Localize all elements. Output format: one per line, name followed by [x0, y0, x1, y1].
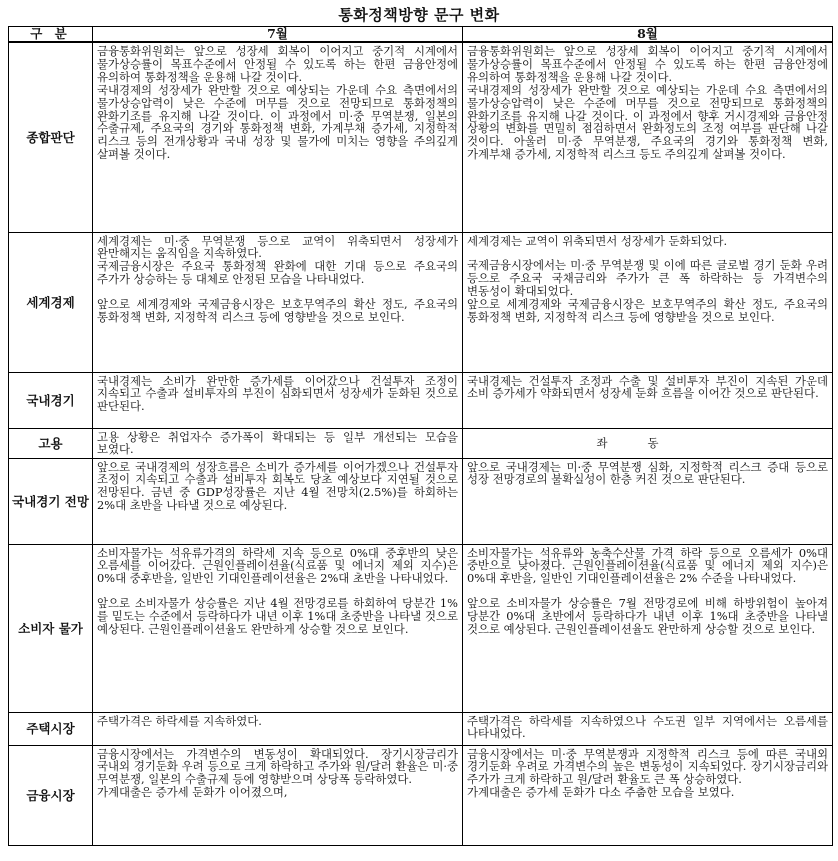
july-cell: [93, 42, 463, 232]
table-row-financial-markets: [9, 745, 833, 845]
table-row-outlook: [9, 458, 833, 544]
row-label: 소비자 물가: [9, 544, 93, 712]
august-cell: [463, 745, 833, 845]
paragraph: 세계경제는 교역이 위축되면서 성장세가 둔화되었다.: [467, 233, 728, 248]
paragraph: 주택가격은 하락세를 지속하였다.: [97, 713, 262, 728]
paragraph: 좌동: [596, 436, 699, 451]
july-cell: [93, 458, 463, 544]
paragraph: 가계대출은 증가세 둔화가 이어졌으며,: [97, 785, 288, 800]
paragraph: 국내경제의 성장세가 완만할 것으로 예상되는 가운데 수요 측면에서의 물가상승압력이 낮은 수준에 머무를 것으로 전망되므로 통화정책의 완화기조를 유지해 나갈 것이다. 이 과정에서 향후 거시경제와 금융안정 상황의 변화를 면밀히 점검하면서 완화정도의 조정 여부를 판단해 나갈 것이다. 아울러 미·중 무역분쟁, 주요국의 경기와 통화정책 변화, 가계부채 증가세, 지정학적 리스크 등도 주의깊게 살펴볼 것이다.: [467, 82, 828, 162]
paragraph: 앞으로 소비자물가 상승률은 7월 전망경로에 비해 하방위험이 높아져 당분간 0%대 초반에서 등락하다가 내년 이후 1%대 초중반을 나타낼 것으로 예상된다. 근원인플레이션율도 완만하게 상승할 것으로 보인다.: [467, 596, 828, 637]
header-august: 8월: [463, 27, 833, 43]
table-row-employment: [9, 428, 833, 458]
paragraph: 소비자물가는 석유류와 농축수산물 가격 하락 등으로 오름세가 0%대 중반으로 낮아졌다. 근원인플레이션율(식료품 및 에너지 제외 지수)은 0%대 후반을, 일반인 기대인플레이션율은 2% 수준을 나타내었다.: [467, 545, 828, 586]
paragraph: 소비자물가는 석유류가격의 하락세 지속 등으로 0%대 중후반의 낮은 오름세를 이어갔다. 근원인플레이션율(식료품 및 에너지 제외 지수)은 0%대 중후반을, 일반인 기대인플레이션율은 2%대 초반을 나타내었다.: [97, 545, 458, 586]
paragraph: 앞으로 세계경제와 국제금융시장은 보호무역주의 확산 정도, 주요국의 통화정책 변화, 지정학적 리스크 등에 영향받을 것으로 보인다.: [97, 297, 458, 325]
table-row-consumer-prices: [9, 544, 833, 712]
table-row-world-economy: [9, 232, 833, 372]
table-row-housing: [9, 712, 833, 745]
july-cell: [93, 745, 463, 845]
august-cell: [463, 712, 833, 745]
paragraph: 국제금융시장에서는 미·중 무역분쟁 및 이에 따른 글로벌 경기 둔화 우려 등으로 주요국 국채금리와 주가가 큰 폭 하락하는 등 가격변수의 변동성이 확대되었다.: [467, 258, 828, 299]
august-cell: [463, 544, 833, 712]
table-row-overall: [9, 42, 833, 232]
paragraph: 세계경제는 미·중 무역분쟁 등으로 교역이 위축되면서 성장세가 완만해지는 움직임을 지속하였다.: [97, 233, 458, 261]
row-label: 주택시장: [9, 712, 93, 745]
document-title: 통화정책방향 문구 변화: [338, 6, 500, 24]
august-cell: [463, 232, 833, 372]
paragraph: 앞으로 국내경제의 성장흐름은 소비가 증가세를 이어가겠으나 건설투자 조정이 지속되고 수출과 설비투자 회복도 당초 예상보다 지연될 것으로 전망된다. 금년 중 GDP성장률은 지난 4월 전망치(2.5%)를 하회하는 2%대 초반을 나타낼 것으로 예상된다.: [97, 459, 458, 513]
header-july: 7월: [93, 27, 463, 43]
paragraph: 가계대출은 증가세 둔화가 다소 주춤한 모습을 보였다.: [467, 785, 735, 800]
paragraph: 금융통화위원회는 앞으로 성장세 회복이 이어지고 중기적 시계에서 물가상승률이 목표수준에서 안정될 수 있도록 하는 한편 금융안정에 유의하여 통화정책을 운용해 나갈 것이다.: [467, 44, 828, 84]
paragraph: 금융시장에서는 미·중 무역분쟁과 지정학적 리스크 등에 따른 국내외 경기둔화 우려로 가격변수의 높은 변동성이 지속되었다. 장기시장금리와 주가가 크게 하락하고 원/달러 환율도 큰 폭 상승하였다.: [467, 746, 828, 787]
august-cell: [463, 458, 833, 544]
row-label: 고용: [9, 428, 93, 458]
paragraph: 금융시장에서는 가격변수의 변동성이 확대되었다. 장기시장금리가 국내외 경기둔화 우려 등으로 크게 하락하고 주가와 원/달러 환율은 미·중 무역분쟁, 일본의 수출규제 등에 영향받으며 상당폭 등락하였다.: [97, 746, 458, 787]
paragraph: 국제금융시장은 주요국 통화정책 완화에 대한 기대 등으로 주요국의 주가가 상승하는 등 대체로 안정된 모습을 나타내었다.: [97, 259, 458, 287]
table-row-domestic-economy: [9, 372, 833, 428]
paragraph: 앞으로 세계경제와 국제금융시장은 보호무역주의 확산 정도, 주요국의 통화정책 변화, 지정학적 리스크 등에 영향받을 것으로 보인다.: [467, 297, 828, 325]
paragraph: 금융통화위원회는 앞으로 성장세 회복이 이어지고 중기적 시계에서 물가상승률이 목표수준에서 안정될 수 있도록 하는 한편 금융안정에 유의하여 통화정책을 운용해 나갈 것이다.: [97, 44, 458, 84]
paragraph: 주택가격은 하락세를 지속하였으나 수도권 일부 지역에서는 오름세를 나타내었다.: [467, 713, 828, 741]
row-label: 세계경제: [9, 232, 93, 372]
header-row: [9, 27, 833, 43]
paragraph: 앞으로 소비자물가 상승률은 지난 4월 전망경로를 하회하여 당분간 1%를 밑도는 수준에서 등락하다가 내년 이후 1%대 초중반을 나타낼 것으로 예상된다. 근원인플레이션율도 완만하게 상승할 것으로 보인다.: [97, 596, 458, 637]
august-cell: [463, 42, 833, 232]
august-cell: [463, 428, 833, 458]
august-cell: [463, 372, 833, 428]
july-cell: [93, 232, 463, 372]
july-cell: [93, 428, 463, 458]
row-label: 금융시장: [9, 745, 93, 845]
paragraph: 앞으로 국내경제는 미·중 무역분쟁 심화, 지정학적 리스크 증대 등으로 성장 전망경로의 불확실성이 한층 커진 것으로 판단된다.: [467, 459, 828, 487]
header-category: 구 분: [9, 27, 93, 43]
row-label: 국내경기 전망: [9, 458, 93, 544]
comparison-table: [8, 26, 833, 846]
july-cell: [93, 712, 463, 745]
row-label: 종합판단: [9, 42, 93, 232]
row-label: 국내경기: [9, 372, 93, 428]
paragraph: 고용 상황은 취업자수 증가폭이 확대되는 등 일부 개선되는 모습을 보였다.: [97, 429, 458, 457]
paragraph: 국내경제는 건설투자 조정과 수출 및 설비투자 부진이 지속된 가운데 소비 증가세가 약화되면서 성장세 둔화 흐름을 이어간 것으로 판단된다.: [467, 373, 828, 401]
july-cell: [93, 372, 463, 428]
paragraph: 국내경제의 성장세가 완만할 것으로 예상되는 가운데 수요 측면에서의 물가상승압력이 낮은 수준에 머무를 것으로 전망되므로 통화정책의 완화기조를 유지해 나갈 것이다. 이 과정에서 미·중 무역분쟁, 일본의 수출규제, 주요국의 경기와 통화정책 변화, 가계부채 증가세, 지정학적 리스크 등의 전개상황과 국내 성장 및 물가에 미치는 영향을 주의깊게 살펴볼 것이다.: [97, 82, 458, 162]
july-cell: [93, 544, 463, 712]
paragraph: 국내경제는 소비가 완만한 증가세를 이어갔으나 건설투자 조정이 지속되고 수출과 설비투자의 부진이 심화되면서 성장세가 둔화된 것으로 판단된다.: [97, 373, 458, 414]
